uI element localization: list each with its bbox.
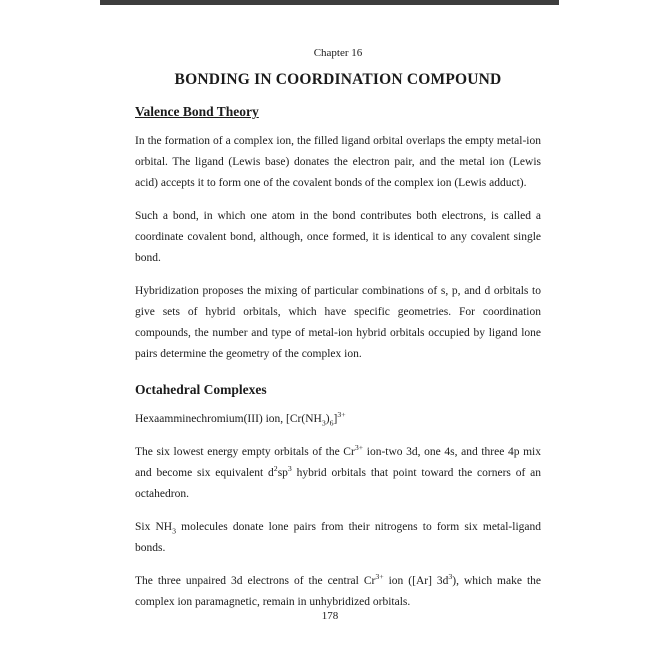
paragraph-hybrid-orbitals: The six lowest energy empty orbitals of the $Cr^{3+}$ ion-two 3d, one 4s, and three 4p mix and become six equivalent $d^2sp^3$ hybrid orbitals that point toward the corners of an octahedron. xyxy=(135,443,541,500)
paragraph-coordinate-covalent-bond: Such a bond, in which one atom in the bond contributes both electrons, is called a coordinate covalent bond, although, once formed, it is identical to any covalent single bond. xyxy=(135,210,541,264)
chapter-title: BONDING IN COORDINATION COMPOUND xyxy=(174,71,502,88)
paragraph-nh3-lone-pairs: Six $NH_3$ molecules donate lone pairs from their nitrogens to form six metal-ligand bonds. xyxy=(135,521,541,554)
page-content xyxy=(135,46,541,625)
paragraph-unpaired-electrons: The three unpaired 3d electrons of the central $Cr^{3+}$ ion ([Ar] $3d^3$), which make the complex ion paramagnetic, remain in unhybridized orbitals. xyxy=(135,572,541,608)
document-page xyxy=(100,5,560,661)
paragraph-hexaamminechromium-formula: Hexaamminechromium(III) ion, $[Cr(NH_3)_6]^{3+}$ xyxy=(135,410,346,428)
chapter-label: Chapter 16 xyxy=(313,47,363,59)
paragraph-hybridization: Hybridization proposes the mixing of particular combinations of s, p, and d orbitals to give sets of hybrid orbitals, which have specific geometries. For coordination compounds, the number and type of metal-ion hybrid orbitals occupied by ligand lone pairs determine the geometry of the complex ion. xyxy=(135,285,541,360)
paragraph-complex-ion-formation: In the formation of a complex ion, the filled ligand orbital overlaps the empty metal-ion orbital. The ligand (Lewis base) donates the electron pair, and the metal ion (Lewis acid) accepts it to form one of the covalent bonds of the complex ion (Lewis adduct). xyxy=(135,135,541,189)
page-number: 178 xyxy=(321,610,339,622)
section-heading-valence-bond-theory: Valence Bond Theory xyxy=(135,104,259,119)
section-heading-octahedral-complexes: Octahedral Complexes xyxy=(135,382,267,397)
